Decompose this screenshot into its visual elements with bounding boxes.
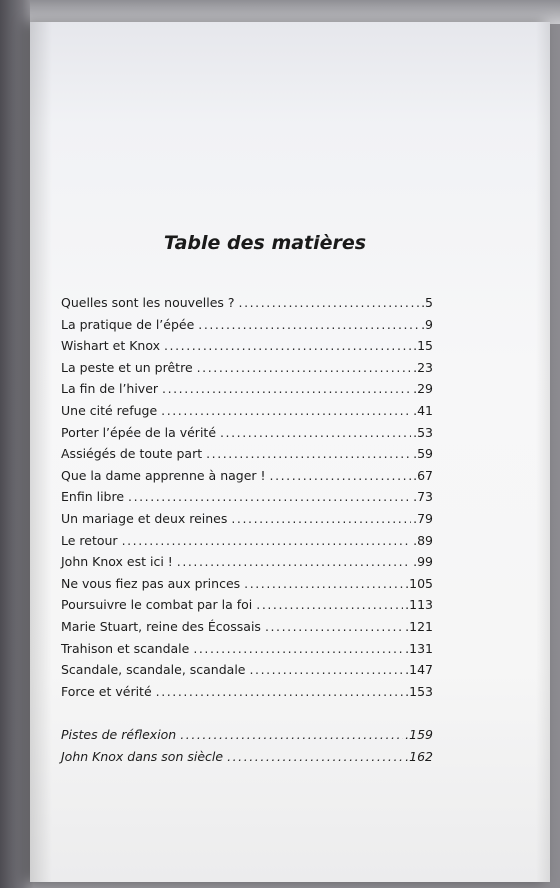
entry-label: Que la dame apprenne à nager ! [61,467,266,483]
dot-leader [231,511,411,526]
dot-leader [197,360,411,375]
toc-entry [61,727,433,749]
dot-leader [122,533,412,548]
entry-page-number: .131 [405,640,433,656]
entry-page-number: .9 [421,316,433,332]
entry-label: Pistes de réflexion [61,727,177,742]
page-edge-shadow [30,0,560,24]
entry-page-number: .29 [413,381,433,397]
entry-page-number: .159 [405,727,433,742]
toc-entry [61,511,433,533]
entry-label: Wishart et Knox [61,338,161,354]
toc-entry [61,641,433,663]
dot-leader [256,597,403,612]
toc-entry [61,360,433,382]
entry-label: Assiégés de toute part [61,446,203,462]
entry-page-number: .153 [405,683,433,699]
entry-label: Quelles sont les nouvelles ? [61,295,235,310]
dot-leader [161,403,411,418]
toc-entry [61,597,433,619]
toc-entry [61,381,433,403]
entry-label: La fin de l’hiver [61,381,159,397]
toc-entry [61,338,433,360]
toc-title: Table des matières [163,232,367,254]
toc-entry [61,576,433,598]
entry-page-number: .121 [405,618,433,634]
entry-label: Trahison et scandale [61,640,190,656]
dot-leader [227,749,403,764]
dot-leader [162,381,411,396]
entry-page-number: .15 [413,338,433,354]
appendix-list [61,727,433,770]
entry-page-number: .23 [413,359,433,375]
toc-entry [61,554,433,576]
toc-entry [61,533,433,555]
entry-label: Une cité refuge [61,402,158,418]
entry-label: Force et vérité [61,683,152,699]
entry-page-number: .89 [413,532,433,548]
toc-entry [61,446,433,468]
dot-leader [156,684,404,699]
entry-page-number: .99 [413,554,433,570]
toc-entry [61,662,433,684]
entry-label: Enfin libre [61,489,125,505]
entry-label: La peste et un prêtre [61,359,193,375]
entry-label: Un mariage et deux reines [61,510,228,526]
entry-page-number: .41 [413,402,433,418]
entry-label: La pratique de l’épée [61,316,195,332]
dot-leader [198,317,419,332]
toc-entry [61,403,433,425]
entry-label: Ne vous fiez pas aux princes [61,575,241,591]
dot-leader [128,489,411,504]
entry-label: Poursuivre le combat par la foi [61,597,253,613]
entry-page-number: .5 [421,295,433,310]
dot-leader [265,619,403,634]
entry-page-number: .147 [405,662,433,678]
toc-entry [61,295,433,317]
dot-leader [180,727,403,742]
entry-label: Scandale, scandale, scandale [61,662,246,678]
toc-entry [61,468,433,490]
toc-entry [61,425,433,447]
dot-leader [164,338,411,353]
entry-page-number: .67 [413,467,433,483]
entry-label: John Knox dans son siècle [61,748,224,764]
entry-page-number: .53 [413,424,433,440]
dot-leader [220,425,411,440]
entry-label: Marie Stuart, reine des Écossais [61,618,261,634]
entry-page-number: .113 [405,597,433,613]
entry-page-number: .73 [413,489,433,505]
entry-label: John Knox est ici ! [61,554,173,570]
entry-page-number: .162 [405,748,433,764]
toc-entry [61,317,433,339]
toc-entry [61,749,433,771]
dot-leader [270,468,412,483]
entry-label: Le retour [61,532,118,548]
toc-list [61,295,433,705]
entry-page-number: .105 [405,575,433,591]
dot-leader [177,554,411,569]
entry-page-number: .59 [413,446,433,462]
dot-leader [250,662,404,677]
dot-leader [206,446,411,461]
toc-entry [61,489,433,511]
dot-leader [239,295,420,310]
toc-entry [61,684,433,706]
dot-leader [244,576,403,591]
dot-leader [193,641,403,656]
toc-entry [61,619,433,641]
entry-label: Porter l’épée de la vérité [61,424,217,440]
entry-page-number: .79 [413,510,433,526]
